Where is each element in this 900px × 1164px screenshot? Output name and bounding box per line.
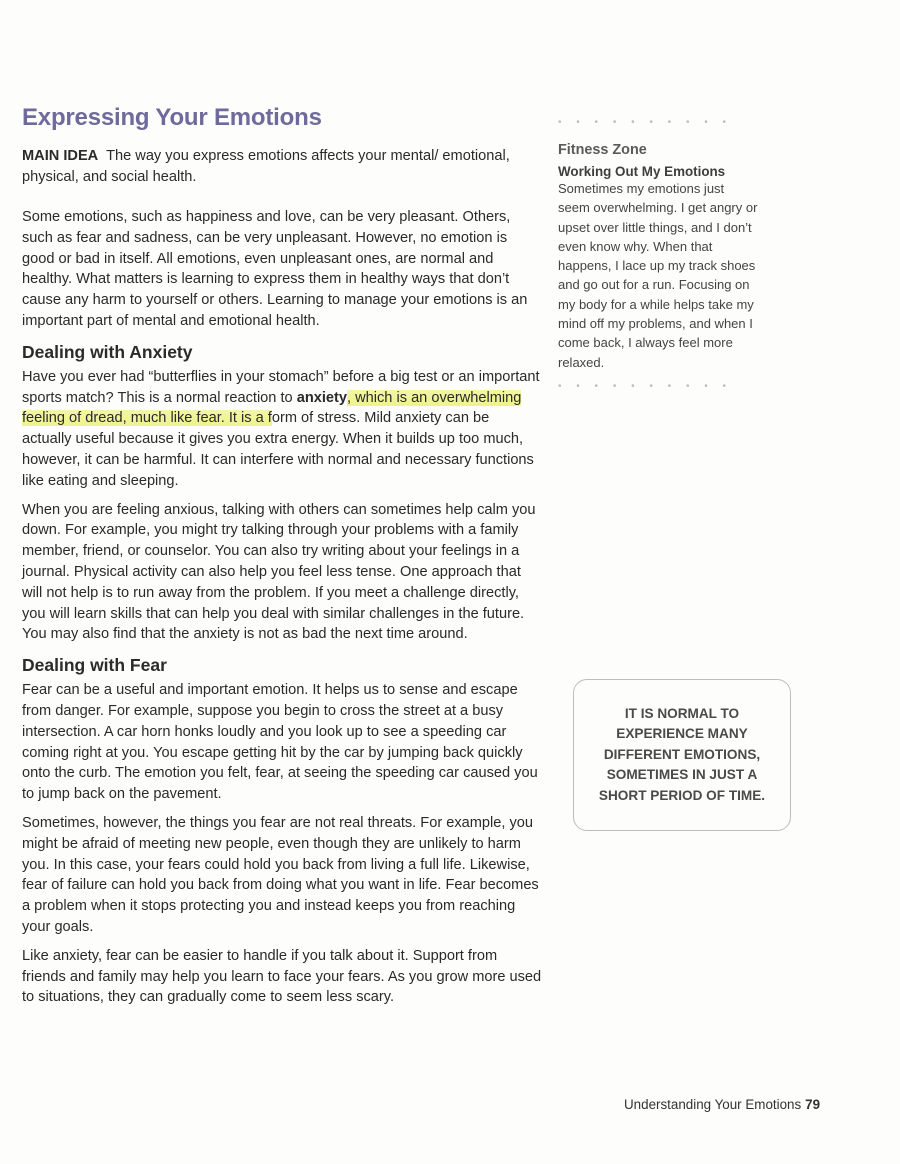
intro-paragraph: Some emotions, such as happiness and love, can be very pleasant. Others, such as fear and sadness, can be very unpleasant. However, no emotion is good or bad in itself. All emotions, even unpleasant ones, are normal and healthy. What matters is learning to express them in healthy ways that don’t cause any harm to yourself or others. Learning to manage your emotions is an important part of mental and emotional health. xyxy=(22,209,528,329)
page-number: 79 xyxy=(805,1097,821,1112)
highlighted-definition: , which is an overwhelming feeling of dread, much like fear. It is a f xyxy=(22,389,522,427)
sidebar-subtitle: Working Out My Emotions xyxy=(558,164,726,179)
sidebar-body: Sometimes my emotions just seem overwhelming. I get angry or upset over little things, and I don’t even know why. When that happens, I lace up my track shoes and go out for a run. Focusing on my body for a while helps take my mind off my problems, and when I come back, I always feel more relaxed. xyxy=(558,181,758,370)
fear-paragraph-3: Like anxiety, fear can be easier to handle if you talk about it. Support from friends and family may help you learn to face your fears. As you grow more used to situations, they can gradually come to seem less scary. xyxy=(22,947,542,1006)
main-idea-text: The way you express emotions affects your mental/ emotional, physical, and social health. xyxy=(22,148,510,185)
dotted-divider-bottom: • • • • • • • • • • xyxy=(558,380,733,392)
sidebar-title: Fitness Zone xyxy=(558,142,647,158)
page-footer xyxy=(624,1097,820,1112)
section-title: Expressing Your Emotions xyxy=(22,104,322,131)
fitness-zone-sidebar xyxy=(558,118,758,392)
fear-heading: Dealing with Fear xyxy=(22,655,167,676)
anxiety-heading: Dealing with Anxiety xyxy=(22,341,193,362)
fear-paragraph-2: Sometimes, however, the things you fear are not real threats. For example, you might be afraid of meeting new people, even though they are unlikely to harm you. In this case, your fears could hold you back from living a full life. Likewise, fear of failure can hold you back from doing what you want in life. Fear becomes a problem when it stops protecting you and instead keeps you from reaching your goals. xyxy=(22,814,539,935)
callout-box xyxy=(573,679,791,831)
main-idea-label: MAIN IDEA xyxy=(22,148,99,164)
chapter-title: Understanding Your Emotions xyxy=(624,1097,802,1112)
anxiety-term: anxiety xyxy=(296,389,347,406)
anxiety-p1-after: orm of stress. Mild anxiety can be actually useful because it gives you extra energy. When it builds up too much, however, it can be harmful. It can interfere with normal and necessary functions like eating and sleeping. xyxy=(22,410,534,489)
main-idea xyxy=(22,146,542,188)
main-column xyxy=(22,104,542,1008)
anxiety-p1-before: Have you ever had “butterflies in your stomach” before a big test or an important sports match? This is a normal reaction to xyxy=(22,368,540,406)
callout-text: IT IS NORMAL TO EXPERIENCE MANY DIFFERENT EMOTIONS, SOMETIMES IN JUST A SHORT PERIOD OF TIME. xyxy=(598,705,766,803)
anxiety-paragraph-1 xyxy=(22,367,542,492)
fear-paragraph-1: Fear can be a useful and important emotion. It helps us to sense and escape from danger. For example, suppose you begin to cross the street at a busy intersection. A car horn honks loudly and you look up to see a speeding car coming right at you. You escape getting hit by the car by jumping back quickly onto the curb. The emotion you felt, fear, at seeing the speeding car caused you to jump back on the pavement. xyxy=(22,682,538,803)
anxiety-paragraph-2: When you are feeling anxious, talking with others can sometimes help calm you down. For example, you might try talking through your problems with a family member, friend, or counselor. You can also try writing about your feelings in a journal. Physical activity can also help you feel less tense. One approach that will not help is to run away from the problem. If you meet a challenge directly, you will learn skills that can help you deal with similar challenges in the future. You may also find that the anxiety is not as bad the next time around. xyxy=(22,501,536,643)
dotted-divider-top: • • • • • • • • • • xyxy=(558,117,733,128)
